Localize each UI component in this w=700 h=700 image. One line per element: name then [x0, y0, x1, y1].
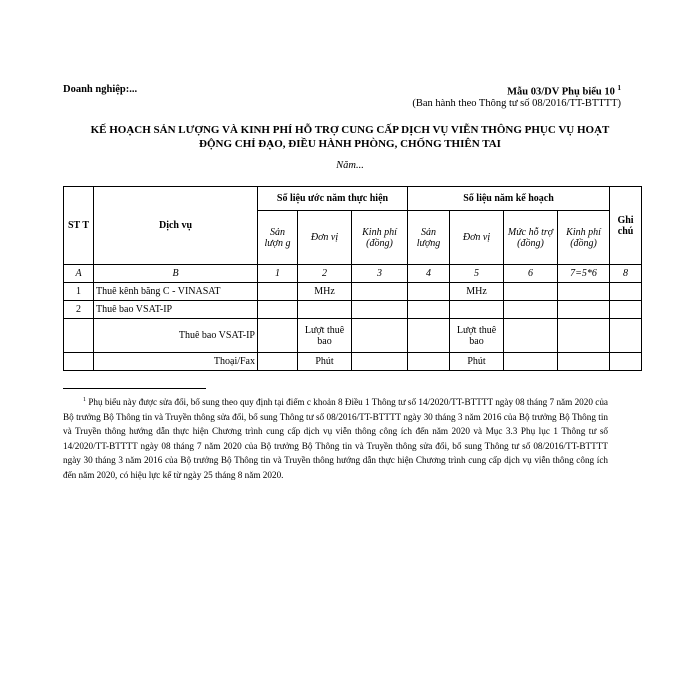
index-cell: A: [64, 265, 94, 283]
index-cell: 2: [298, 265, 352, 283]
header-stt: ST T: [64, 187, 94, 265]
form-code-footnote-mark: 1: [617, 84, 621, 92]
header-note: Ghi chú: [610, 187, 642, 265]
title-line-2: ĐỘNG CHỈ ĐẠO, ĐIỀU HÀNH PHÒNG, CHỐNG THIÊN TAI: [199, 138, 501, 150]
form-code: [507, 84, 621, 98]
table-row: [64, 319, 642, 353]
footnote-text: Phụ biểu này được sửa đổi, bổ sung theo quy định tại điểm c khoản 8 Điều 1 Thông tư số 14/2020/TT-BTTTT ngày 08 tháng 7 năm 2020 của Bộ trưởng Bộ Thông tin và Truyền thông sửa đổi, bổ sung Thông tư số 08/2016/TT-BTTTT ngày 30 tháng 3 năm 2016 của Bộ trưởng Bộ Thông tin và Truyền thông hướng dẫn thực hiện Chương trình cung cấp dịch vụ viễn thông công ích đến năm 2020 và Mục 3.3 Phụ lục 1 Thông tư số 14/2020/TT-BTTTT ngày 08 tháng 7 năm 2020 của Bộ trưởng Bộ Thông tin và Truyền thông sửa đổi, bổ sung Thông tư số 08/2016/TT-BTTTT ngày 30 tháng 3 năm 2016 của Bộ trưởng Bộ Thông tin và Truyền thông hướng dẫn thực hiện Chương trình cung cấp dịch vụ viễn thông công ích đến năm 2020, có hiệu lực kể từ ngày 25 tháng 8 năm 2020.: [63, 397, 609, 481]
header-est-quantity: Sản lượn g: [258, 211, 298, 265]
index-cell: B: [94, 265, 258, 283]
table-row: [64, 301, 642, 319]
column-index-row: [64, 265, 642, 283]
row-est-unit: MHz: [298, 283, 352, 301]
row-plan-unit: Phút: [450, 353, 504, 371]
header-plan-cost: Kinh phí (đồng): [558, 211, 610, 265]
row-stt: 2: [64, 301, 94, 319]
plan-table: [63, 186, 642, 371]
header-plan-year: Số liệu năm kế hoạch: [408, 187, 610, 211]
enterprise-label: Doanh nghiệp:...: [63, 84, 138, 95]
header-estimated-year: Số liệu ước năm thực hiện: [258, 187, 408, 211]
row-stt: 1: [64, 283, 94, 301]
row-est-unit: Lượt thuê bao: [298, 319, 352, 353]
header-est-unit: Đơn vị: [298, 211, 352, 265]
index-cell: 1: [258, 265, 298, 283]
index-cell: 5: [450, 265, 504, 283]
row-plan-unit: MHz: [450, 283, 504, 301]
index-cell: 3: [352, 265, 408, 283]
form-code-text: Mẫu 03/DV Phụ biểu 10: [507, 86, 615, 98]
header-est-cost: Kinh phí (đồng): [352, 211, 408, 265]
table-row: [64, 353, 642, 371]
footnote-mark: 1: [83, 397, 86, 403]
title-line-1: KẾ HOẠCH SẢN LƯỢNG VÀ KINH PHÍ HỖ TRỢ CUNG CẤP DỊCH VỤ VIỄN THÔNG PHỤC VỤ HOẠT: [90, 124, 610, 136]
index-cell: 6: [504, 265, 558, 283]
row-service: Thuê bao VSAT-IP: [94, 319, 258, 353]
index-cell: 7=5*6: [558, 265, 610, 283]
document-title: [40, 123, 660, 151]
row-est-unit: Phút: [298, 353, 352, 371]
year-label: Năm...: [336, 160, 364, 171]
header-plan-unit: Đơn vị: [450, 211, 504, 265]
footnote: [63, 393, 608, 483]
row-plan-unit: Lượt thuê bao: [450, 319, 504, 353]
table-row: [64, 283, 642, 301]
header-service: Dịch vụ: [94, 187, 258, 265]
row-service: Thuê kênh băng C - VINASAT: [94, 283, 258, 301]
footnote-separator: [63, 388, 206, 389]
index-cell: 4: [408, 265, 450, 283]
row-service: Thuê bao VSAT-IP: [94, 301, 258, 319]
issued-under: (Ban hành theo Thông tư số 08/2016/TT-BTTTT): [412, 98, 621, 109]
header-plan-quantity: Sản lượng: [408, 211, 450, 265]
index-cell: 8: [610, 265, 642, 283]
row-service: Thoại/Fax: [94, 353, 258, 371]
header-plan-rate: Mức hỗ trợ (đồng): [504, 211, 558, 265]
